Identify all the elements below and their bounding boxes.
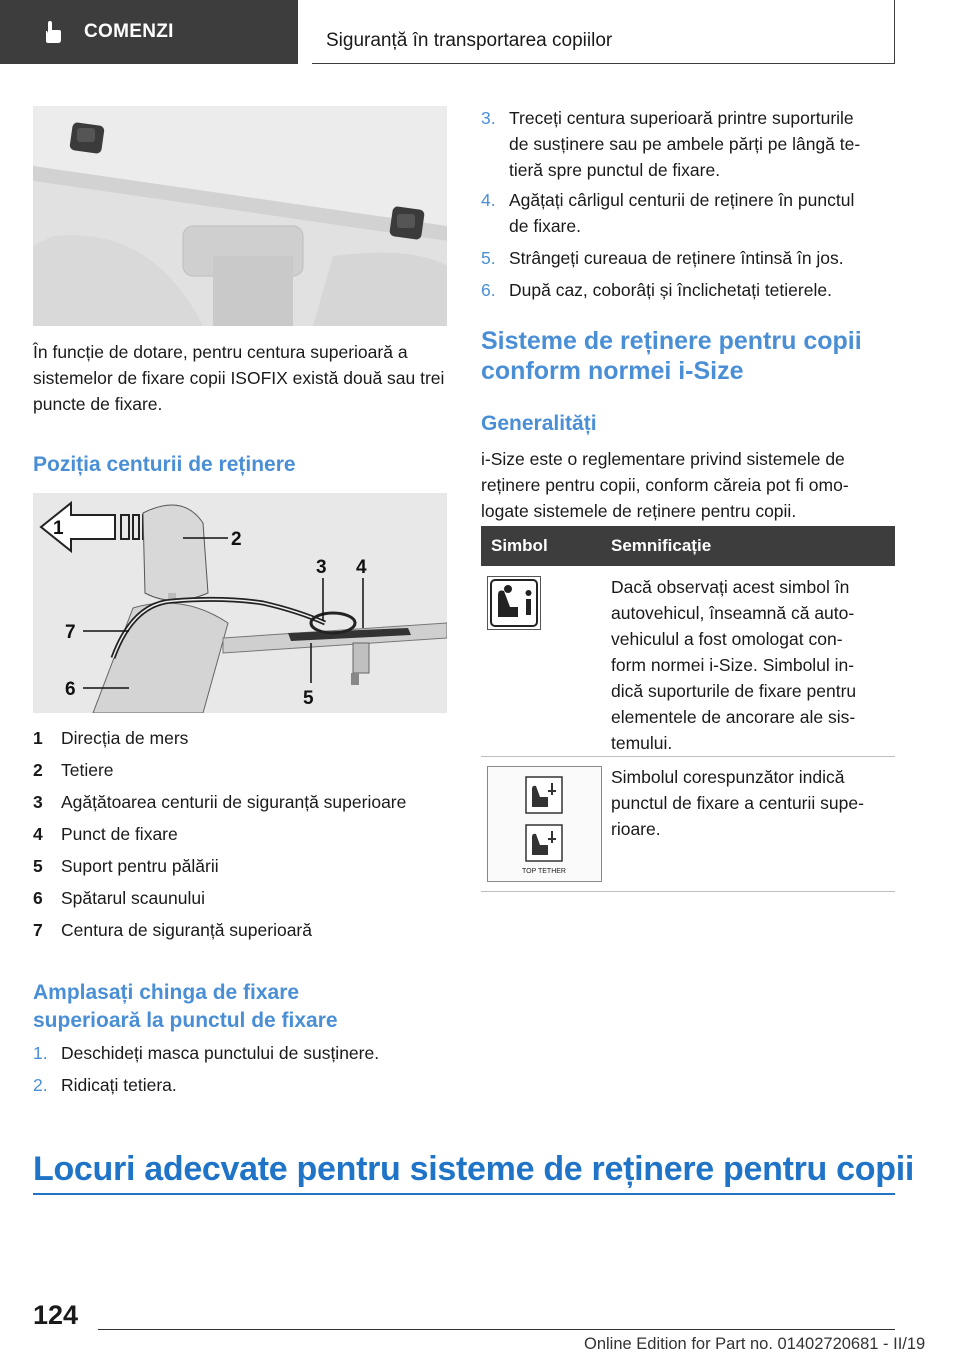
isize-child-seat-icon — [488, 577, 540, 629]
page-number: 124 — [33, 1300, 79, 1330]
diagram-label-4: 4 — [356, 557, 367, 578]
diagram-label-7: 7 — [65, 622, 76, 643]
chapter-title: Siguranță în transportarea copiilor — [326, 30, 613, 51]
top-tether-symbols — [487, 766, 602, 882]
table-header — [481, 526, 895, 566]
intro-paragraph: În funcție de dotare, pentru centura superioară a sistemelor de fixare copii ISOFIX există două sau trei puncte de fixare. — [33, 342, 445, 414]
hand-pointer-icon — [40, 19, 66, 45]
rear-shelf-illustration — [33, 106, 447, 326]
tether-position-diagram — [33, 493, 447, 713]
table-bottom-rule — [481, 891, 895, 892]
row2-meaning: Simbolul corespunzător indică punctul de fixare a centurii supe- rioare. — [611, 767, 864, 839]
top-tether-anchor-icon — [488, 767, 601, 881]
general-paragraph: i-Size este o reglementare privind sistemele de reținere pentru copii, conform căreia pot fi omo- logate sistemele de reținere pentru copii. — [481, 449, 849, 521]
section-label: COMENZI — [84, 21, 174, 42]
footer-rule — [98, 1329, 895, 1330]
diagram-label-5: 5 — [303, 688, 314, 709]
col-symbol-header: Simbol — [491, 536, 548, 555]
title-underline — [33, 1193, 895, 1195]
isize-heading: Sisteme de reținere pentru copii conform normei i-Size — [481, 327, 862, 385]
diagram-label-3: 3 — [316, 557, 327, 578]
header-section-tab — [0, 0, 298, 64]
row1-meaning: Dacă observați acest simbol în autovehicul, înseamnă că auto- vehiculul a fost omologat con- form normei i-Size. Simbolul in- dică suporturile de fixare pentru elementele de ancorare ale sis- temului. — [611, 577, 857, 753]
footer-edition: Online Edition for Part no. 01402720681 - II/19 — [584, 1335, 926, 1353]
top-tether-caption: TOP TETHER — [522, 868, 566, 875]
main-section-title: Locuri adecvate pentru sisteme de reținere pentru copii — [33, 1150, 914, 1188]
position-heading: Poziția centurii de reținere — [33, 453, 296, 476]
placement-heading: Amplasați chinga de fixare superioară la punctul de fixare — [33, 981, 338, 1032]
header-chapter-box — [312, 0, 895, 64]
isize-symbol — [487, 576, 541, 630]
diagram-label-6: 6 — [65, 679, 76, 700]
col-meaning-header: Semnificație — [611, 536, 712, 555]
rear-shelf-photo — [33, 106, 447, 326]
table-row-divider — [481, 756, 895, 757]
diagram-label-1: 1 — [53, 518, 64, 539]
diagram-label-2: 2 — [231, 529, 242, 550]
general-heading: Generalități — [481, 412, 597, 435]
